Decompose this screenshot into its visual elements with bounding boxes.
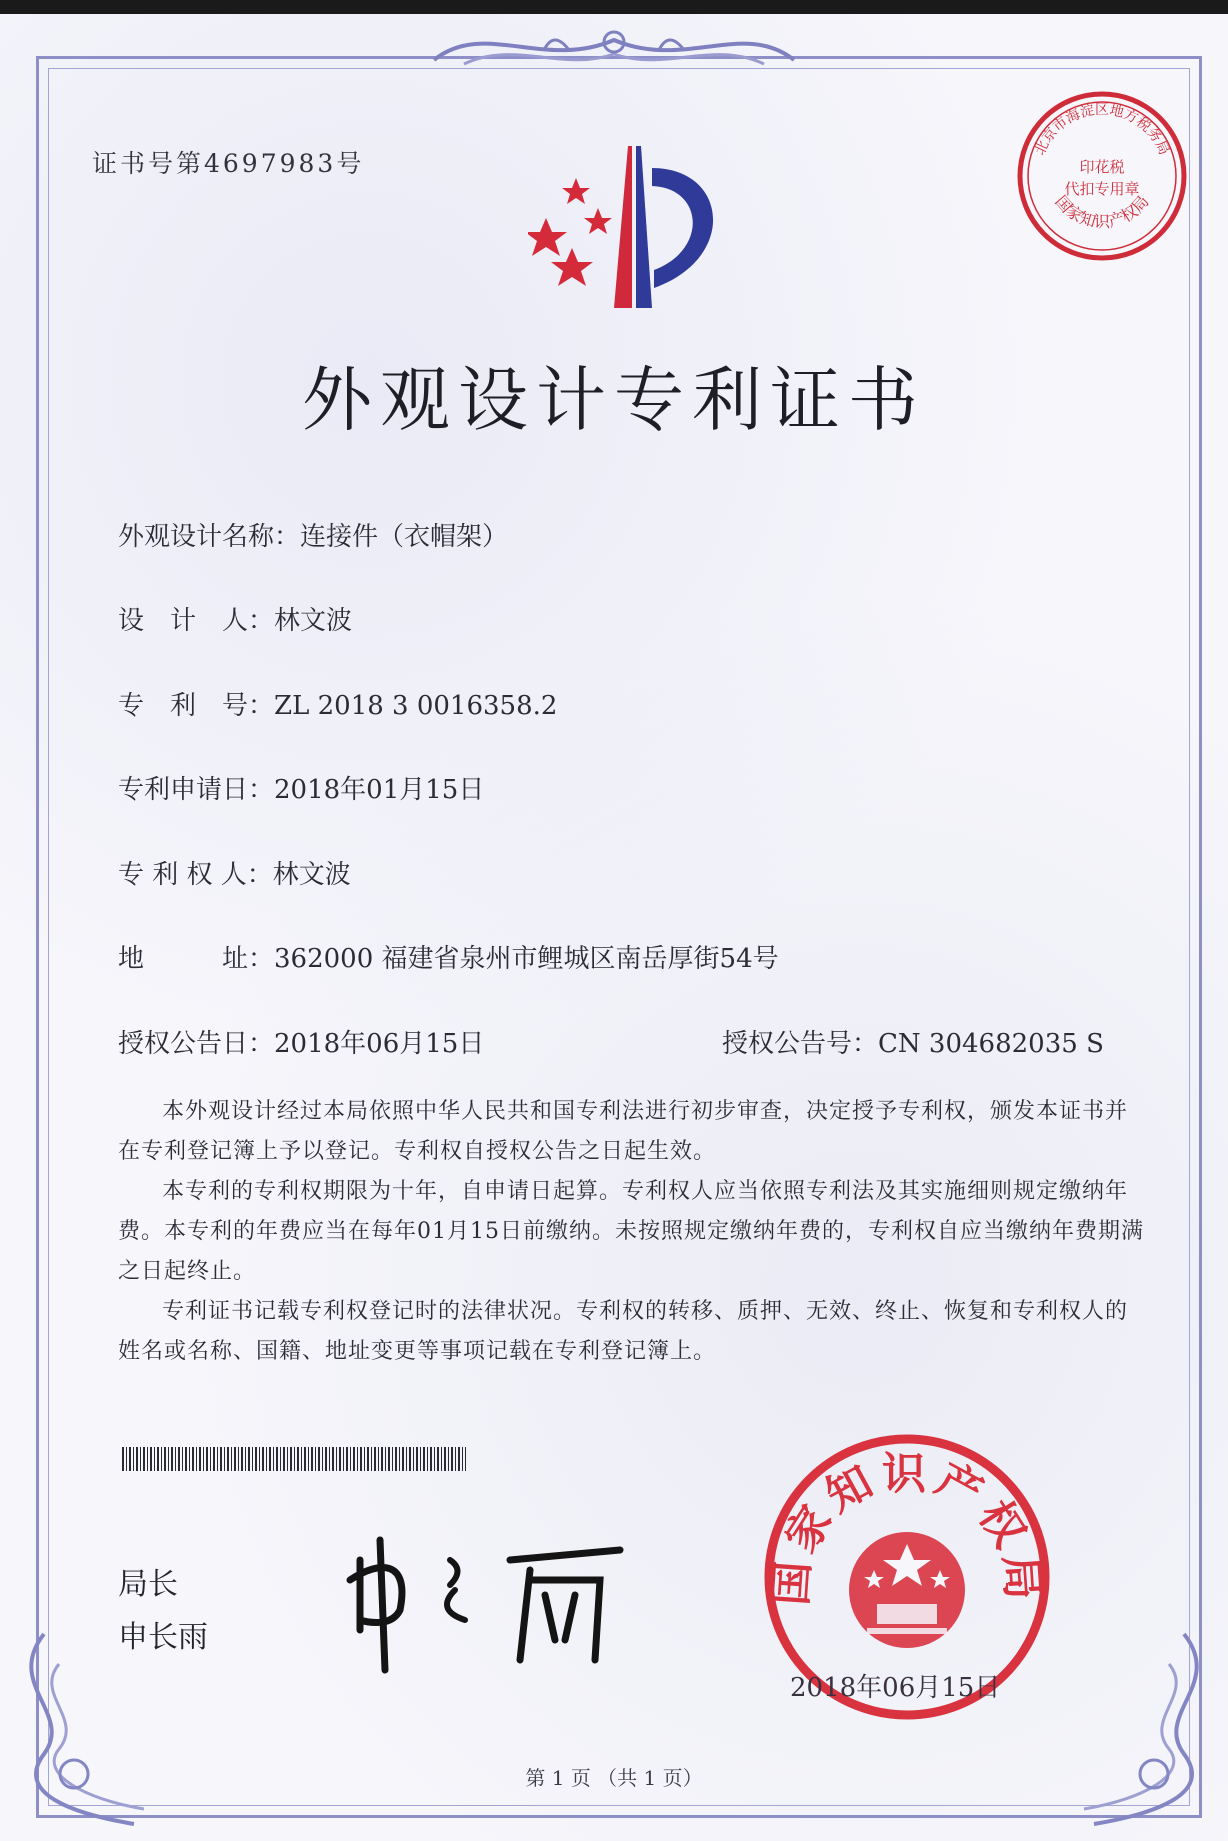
filing-date-label: 专利申请日： — [118, 775, 275, 805]
tax-stamp-line1: 印花税 — [1079, 158, 1125, 176]
top-ornament — [424, 20, 804, 80]
address-value: 362000 福建省泉州市鲤城区南岳厚街54号 — [274, 944, 779, 974]
patentee-value: 林文波 — [272, 860, 351, 890]
paragraph-3: 专利证书记载专利权登记时的法律状况。专利权的转移、质押、无效、终止、恢复和专利权人的姓名或名称、国籍、地址变更等事项记载在专利登记簿上。 — [118, 1299, 1129, 1364]
paragraph-1: 本外观设计经过本局依照中华人民共和国专利法进行初步审查，决定授予专利权，颁发本证书并在专利登记簿上予以登记。专利权自授权公告之日起生效。 — [118, 1099, 1129, 1164]
patent-number-row — [118, 685, 557, 722]
page-number: 第 1 页 （共 1 页） — [525, 1766, 703, 1790]
address-label: 地 址： — [118, 944, 275, 974]
design-name-row — [118, 516, 508, 553]
designer-row — [118, 600, 352, 637]
designer-value: 林文波 — [274, 606, 353, 636]
certificate-number: 证书号第4697983号 — [92, 149, 365, 178]
grant-announce-date-label: 授权公告日： — [118, 1029, 275, 1059]
filing-date-row — [118, 769, 484, 806]
designer-label: 设 计 人： — [118, 606, 275, 636]
certificate-title: 外观设计专利证书 — [302, 359, 926, 441]
grant-date: 2018年06月15日 — [790, 1673, 1001, 1703]
tax-stamp-line2: 代扣专用章 — [1064, 180, 1140, 198]
tax-stamp-outer-text: 北京市海淀区地方税务局 — [1032, 102, 1172, 158]
grant-announce-date-value: 2018年06月15日 — [274, 1029, 485, 1059]
certificate-paper — [0, 14, 1228, 1841]
grant-announce-date-row — [118, 1023, 484, 1060]
bottom-right-ornament — [1064, 1624, 1214, 1834]
statement-paragraphs — [118, 1092, 1148, 1372]
address-row — [118, 938, 779, 975]
filing-date-value: 2018年01月15日 — [274, 775, 485, 805]
director-title: 局长 — [118, 1567, 178, 1602]
tax-stamp-bottom-text: 国家知识产权局 — [1051, 191, 1153, 232]
director-signature — [340, 1520, 640, 1680]
patentee-label: 专 利 权 人： — [118, 860, 273, 890]
grant-announce-number-label: 授权公告号： — [722, 1029, 879, 1059]
director-name: 申长雨 — [118, 1620, 208, 1655]
design-name-value: 连接件（衣帽架） — [300, 522, 509, 552]
patent-number-value: ZL 2018 3 0016358.2 — [274, 691, 558, 721]
office-seal-text: 国家知识产权局 — [765, 1448, 1049, 1608]
patent-number-label: 专 利 号： — [118, 691, 275, 721]
barcode — [122, 1447, 466, 1471]
grant-announce-number-value: CN 304682035 S — [878, 1029, 1104, 1059]
design-name-label: 外观设计名称： — [118, 522, 301, 552]
patentee-row — [118, 854, 351, 891]
tax-stamp — [1012, 86, 1192, 266]
paragraph-2: 本专利的专利权期限为十年，自申请日起算。专利权人应当依照专利法及其实施细则规定缴纳年费。本专利的年费应当在每年01月15日前缴纳。未按照规定缴纳年费的，专利权自应当缴纳年费期满之日起终止。 — [118, 1179, 1144, 1284]
grant-announce-number-row — [722, 1023, 1104, 1060]
patent-office-logo — [528, 138, 748, 318]
